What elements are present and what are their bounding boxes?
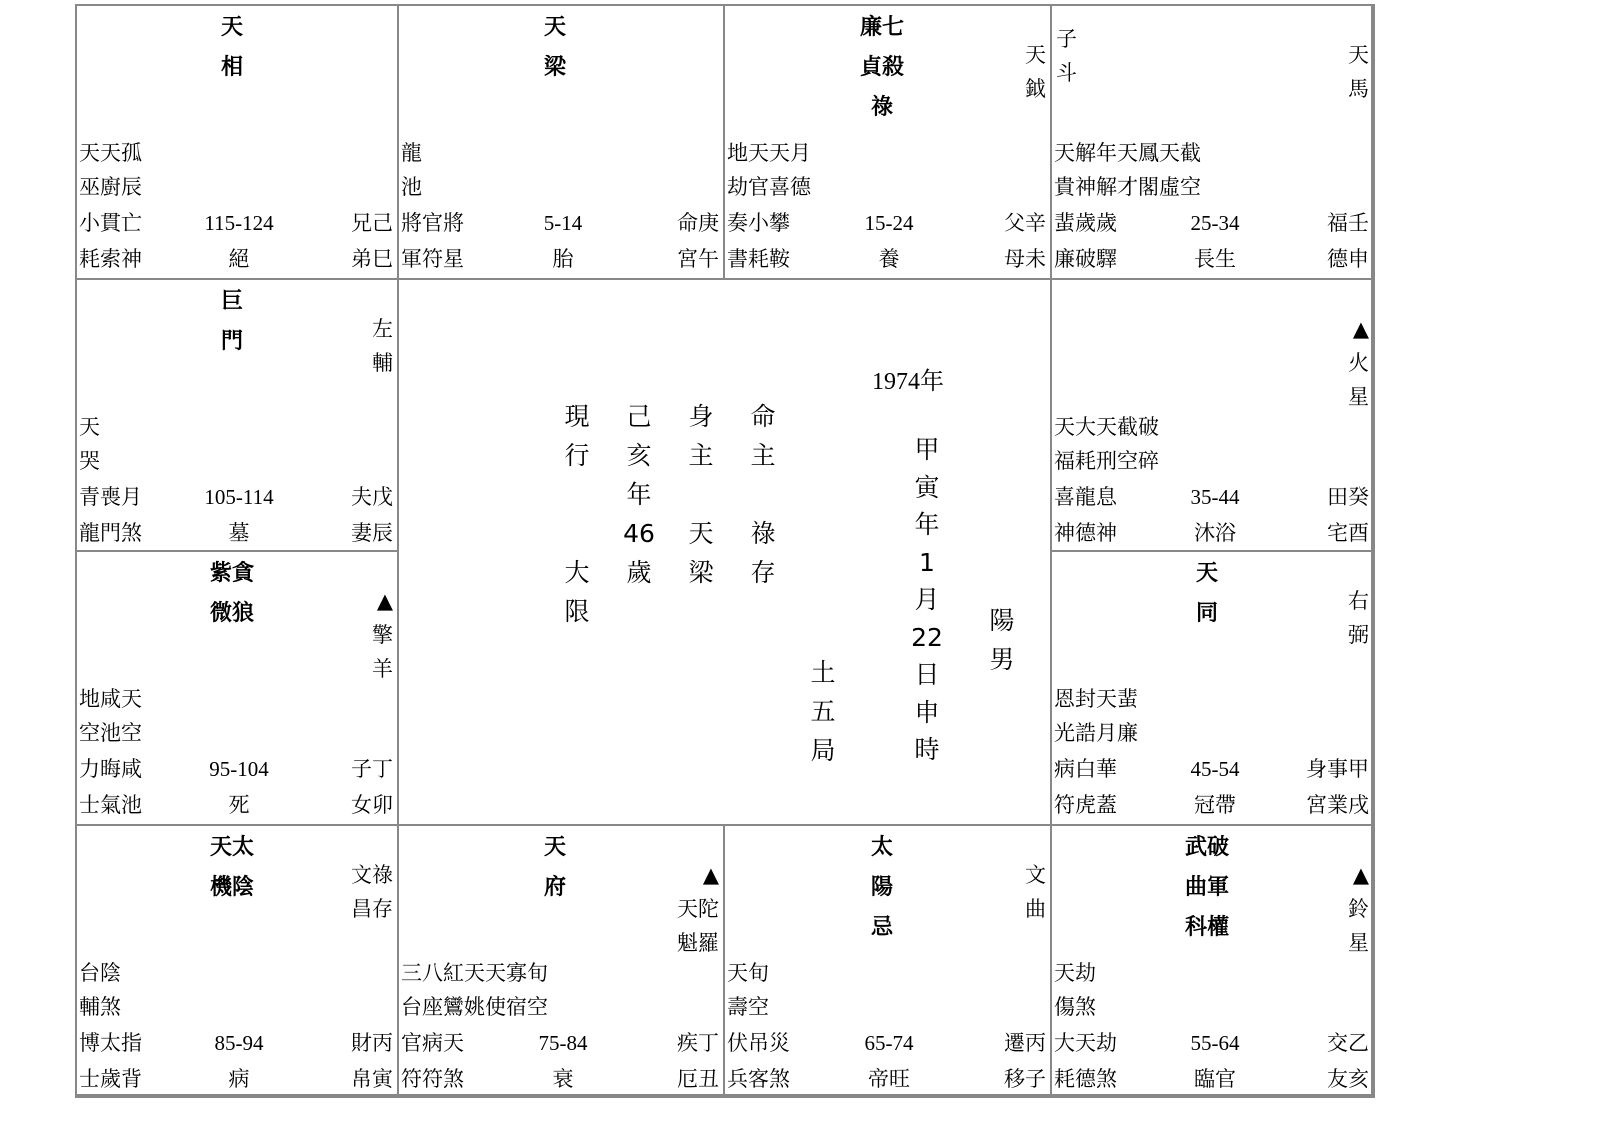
major-stars: 廉七 貞殺 祿 xyxy=(859,15,904,120)
decade-range: 65-74 xyxy=(864,1031,914,1055)
palace-name-1: 子丁 xyxy=(351,757,393,781)
life-stage: 病 xyxy=(228,1067,250,1091)
gods-line-2: 神德神 xyxy=(1054,521,1117,545)
palace-name-2: 宮業戌 xyxy=(1306,793,1369,817)
stars-line-2: 壽空 xyxy=(727,995,769,1019)
palace-name-2: 女卯 xyxy=(351,793,393,817)
gods-line-2: 符虎蓋 xyxy=(1054,793,1117,817)
palace-wei xyxy=(723,4,1052,280)
palace-si xyxy=(75,4,399,280)
palace-name-1: 父辛 xyxy=(1004,211,1046,235)
decade-range: 55-64 xyxy=(1190,1031,1240,1055)
palace-name-2: 妻辰 xyxy=(351,521,393,545)
palace-wu xyxy=(397,4,725,280)
palace-xu xyxy=(1050,550,1375,826)
birth-date: 甲 寅 年 1 月 22 日 申 時 xyxy=(911,435,943,764)
palace-you xyxy=(1050,278,1375,552)
birth-year: 1974年 xyxy=(872,369,944,395)
stars-line-1: 天大天截破 xyxy=(1054,415,1159,439)
stars-line-1: 台陰 xyxy=(79,961,121,985)
minor-stars: 文祿 昌存 xyxy=(351,863,393,921)
stars-line-1: 天天孤 xyxy=(79,141,142,165)
gods-line-1: 奏小攀 xyxy=(727,211,790,235)
palace-name-2: 移子 xyxy=(1004,1067,1046,1091)
gods-line-2: 軍符星 xyxy=(401,247,464,271)
palace-name-2: 友亥 xyxy=(1327,1067,1369,1091)
stars-line-1: 天解年天鳳天截 xyxy=(1054,141,1201,165)
minor-stars: ▲ 鈴 星 xyxy=(1348,863,1369,955)
current-decade: 現 行 大 限 xyxy=(564,402,590,626)
stars-line-2: 池 xyxy=(401,175,422,199)
gods-line-1: 將官將 xyxy=(401,211,464,235)
stars-line-2: 劫官喜德 xyxy=(727,175,811,199)
palace-zi xyxy=(723,824,1052,1098)
palace-name-1: 田癸 xyxy=(1327,485,1369,509)
minor-stars: 天 鉞 xyxy=(1025,43,1046,101)
palace-hai xyxy=(1050,824,1375,1098)
gods-line-2: 耗索神 xyxy=(79,247,142,271)
stars-line-2: 貴神解才閣虛空 xyxy=(1054,175,1201,199)
palace-chen xyxy=(75,278,399,552)
major-stars: 紫貪 微狼 xyxy=(209,561,254,626)
palace-yin xyxy=(75,824,399,1098)
stars-line-1: 地咸天 xyxy=(79,687,142,711)
major-stars: 天 相 xyxy=(220,15,243,80)
gods-line-2: 龍門煞 xyxy=(79,521,142,545)
stars-line-1: 恩封天蜚 xyxy=(1054,687,1138,711)
gender: 陽 男 xyxy=(989,606,1015,674)
gods-line-2: 士氣池 xyxy=(79,793,142,817)
minor-stars: ▲ 擎 羊 xyxy=(372,589,393,681)
gods-line-1: 官病天 xyxy=(401,1031,464,1055)
gods-line-1: 小貫亡 xyxy=(79,211,142,235)
decade-range: 5-14 xyxy=(543,211,583,235)
palace-name-1: 福壬 xyxy=(1327,211,1369,235)
current-age: 己 亥 年 46 歲 xyxy=(623,402,655,587)
left-stars: 子 斗 xyxy=(1056,27,1077,85)
life-stage: 死 xyxy=(228,793,250,817)
palace-mao xyxy=(75,550,399,826)
gods-line-2: 耗德煞 xyxy=(1054,1067,1117,1091)
minor-stars: 右 弼 xyxy=(1348,589,1369,647)
palace-name-1: 交乙 xyxy=(1327,1031,1369,1055)
gods-line-1: 大天劫 xyxy=(1054,1031,1117,1055)
palace-name-2: 宮午 xyxy=(677,247,719,271)
decade-range: 45-54 xyxy=(1190,757,1240,781)
stars-line-1: 三八紅天天寡旬 xyxy=(401,961,548,985)
life-stage: 長生 xyxy=(1194,247,1236,271)
palace-name-2: 帛寅 xyxy=(351,1067,393,1091)
major-stars: 武破 曲軍 科權 xyxy=(1184,835,1229,940)
stars-line-1: 天 xyxy=(79,415,100,439)
palace-name-2: 弟巳 xyxy=(351,247,393,271)
center-info xyxy=(397,279,1050,824)
minor-stars: 文 曲 xyxy=(1025,863,1046,921)
gods-line-2: 符符煞 xyxy=(401,1067,464,1091)
palace-name-1: 兄己 xyxy=(351,211,393,235)
life-stage: 臨官 xyxy=(1194,1067,1236,1091)
life-stage: 養 xyxy=(878,247,900,271)
gods-line-1: 力晦咸 xyxy=(79,757,142,781)
stars-line-1: 天旬 xyxy=(727,961,769,985)
decade-range: 115-124 xyxy=(204,211,274,235)
gods-line-2: 士歲背 xyxy=(79,1067,142,1091)
life-stage: 墓 xyxy=(228,521,250,545)
decade-range: 85-94 xyxy=(214,1031,264,1055)
palace-name-2: 厄丑 xyxy=(677,1067,719,1091)
life-stage: 帝旺 xyxy=(868,1067,910,1091)
palace-name-1: 財丙 xyxy=(351,1031,393,1055)
decade-range: 105-114 xyxy=(204,485,274,509)
stars-line-1: 龍 xyxy=(401,141,422,165)
decade-range: 35-44 xyxy=(1190,485,1240,509)
major-stars: 巨 門 xyxy=(220,289,243,354)
minor-stars: ▲ 火 星 xyxy=(1348,317,1369,409)
minor-stars: ▲ 天陀 魁羅 xyxy=(677,863,719,955)
stars-line-2: 空池空 xyxy=(79,721,142,745)
gods-line-1: 博太指 xyxy=(79,1031,142,1055)
major-stars: 太 陽 忌 xyxy=(870,835,893,940)
gods-line-1: 喜龍息 xyxy=(1054,485,1117,509)
life-stage: 衰 xyxy=(552,1067,574,1091)
stars-line-2: 福耗刑空碎 xyxy=(1054,449,1159,473)
bureau: 土 五 局 xyxy=(810,658,836,765)
life-stage: 冠帶 xyxy=(1194,793,1236,817)
gods-line-1: 蜚歲歲 xyxy=(1054,211,1117,235)
gods-line-2: 兵客煞 xyxy=(727,1067,790,1091)
decade-range: 15-24 xyxy=(864,211,914,235)
minor-stars: 天 馬 xyxy=(1348,43,1369,101)
decade-range: 95-104 xyxy=(209,757,269,781)
stars-line-2: 巫廚辰 xyxy=(79,175,142,199)
stars-line-2: 哭 xyxy=(79,449,100,473)
major-stars: 天 梁 xyxy=(543,15,566,80)
body-master: 身 主 天 梁 xyxy=(688,402,714,587)
major-stars: 天 同 xyxy=(1195,561,1218,626)
life-master: 命 主 祿 存 xyxy=(750,402,776,587)
palace-name-1: 命庚 xyxy=(677,211,719,235)
palace-name-2: 德申 xyxy=(1327,247,1369,271)
stars-line-2: 台座鸞姚使宿空 xyxy=(401,995,548,1019)
stars-line-1: 地天天月 xyxy=(727,141,811,165)
palace-name-2: 母未 xyxy=(1004,247,1046,271)
palace-name-1: 身事甲 xyxy=(1306,757,1369,781)
palace-chou xyxy=(397,824,725,1098)
life-stage: 沐浴 xyxy=(1194,521,1236,545)
decade-range: 75-84 xyxy=(538,1031,588,1055)
major-stars: 天 府 xyxy=(543,835,566,900)
major-stars: 天太 機陰 xyxy=(209,835,254,900)
life-stage: 胎 xyxy=(552,247,574,271)
gods-line-1: 伏吊災 xyxy=(727,1031,790,1055)
stars-line-1: 天劫 xyxy=(1054,961,1096,985)
stars-line-2: 輔煞 xyxy=(79,995,121,1019)
minor-stars: 左 輔 xyxy=(372,317,393,375)
gods-line-2: 廉破驛 xyxy=(1054,247,1117,271)
palace-shen xyxy=(1050,4,1375,280)
stars-line-2: 光誥月廉 xyxy=(1054,721,1138,745)
gods-line-1: 病白華 xyxy=(1054,757,1117,781)
gods-line-2: 書耗鞍 xyxy=(727,247,790,271)
gods-line-1: 青喪月 xyxy=(79,485,142,509)
palace-name-1: 夫戊 xyxy=(351,485,393,509)
life-stage: 絕 xyxy=(228,247,250,271)
stars-line-2: 傷煞 xyxy=(1054,995,1096,1019)
palace-name-1: 遷丙 xyxy=(1004,1031,1046,1055)
palace-name-1: 疾丁 xyxy=(677,1031,719,1055)
decade-range: 25-34 xyxy=(1190,211,1240,235)
palace-name-2: 宅酉 xyxy=(1327,521,1369,545)
